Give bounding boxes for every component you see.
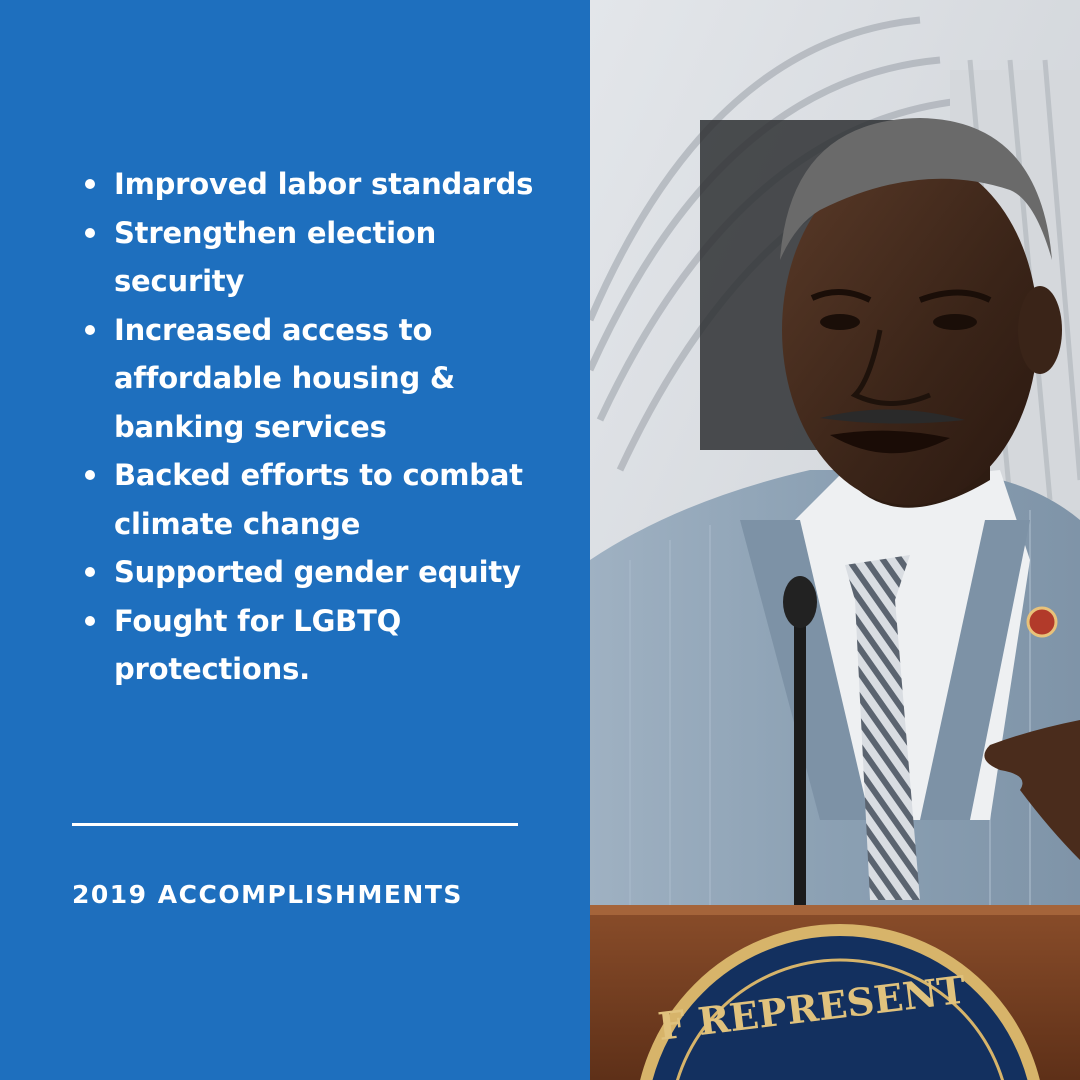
list-item-text: Supported gender equity xyxy=(114,555,521,589)
list-item-text: Improved labor standards xyxy=(114,167,534,201)
list-item xyxy=(80,209,550,306)
list-item-text: Strengthen election security xyxy=(114,215,437,298)
list-item xyxy=(80,597,550,694)
list-item xyxy=(80,548,550,597)
list-item xyxy=(80,306,550,452)
list-item-text: Backed efforts to combat climate change xyxy=(114,458,523,541)
bullet-icon xyxy=(85,325,95,335)
footer-title: 2019 ACCOMPLISHMENTS xyxy=(72,880,463,909)
list-item-text: Increased access to affordable housing & banking services xyxy=(114,312,456,444)
list-item xyxy=(80,160,550,209)
bullet-icon xyxy=(85,567,95,577)
bullet-icon xyxy=(85,228,95,238)
speaker-photo xyxy=(590,0,1080,1080)
divider xyxy=(72,823,518,826)
bullet-icon xyxy=(85,470,95,480)
list-item-text: Fought for LGBTQ protections. xyxy=(114,603,402,686)
bullet-icon xyxy=(85,616,95,626)
seal-text: F REPRESENT xyxy=(655,966,969,1049)
list-item xyxy=(80,451,550,548)
accomplishments-list xyxy=(80,160,550,694)
lapel-pin xyxy=(1028,608,1056,636)
bullet-icon xyxy=(85,179,95,189)
